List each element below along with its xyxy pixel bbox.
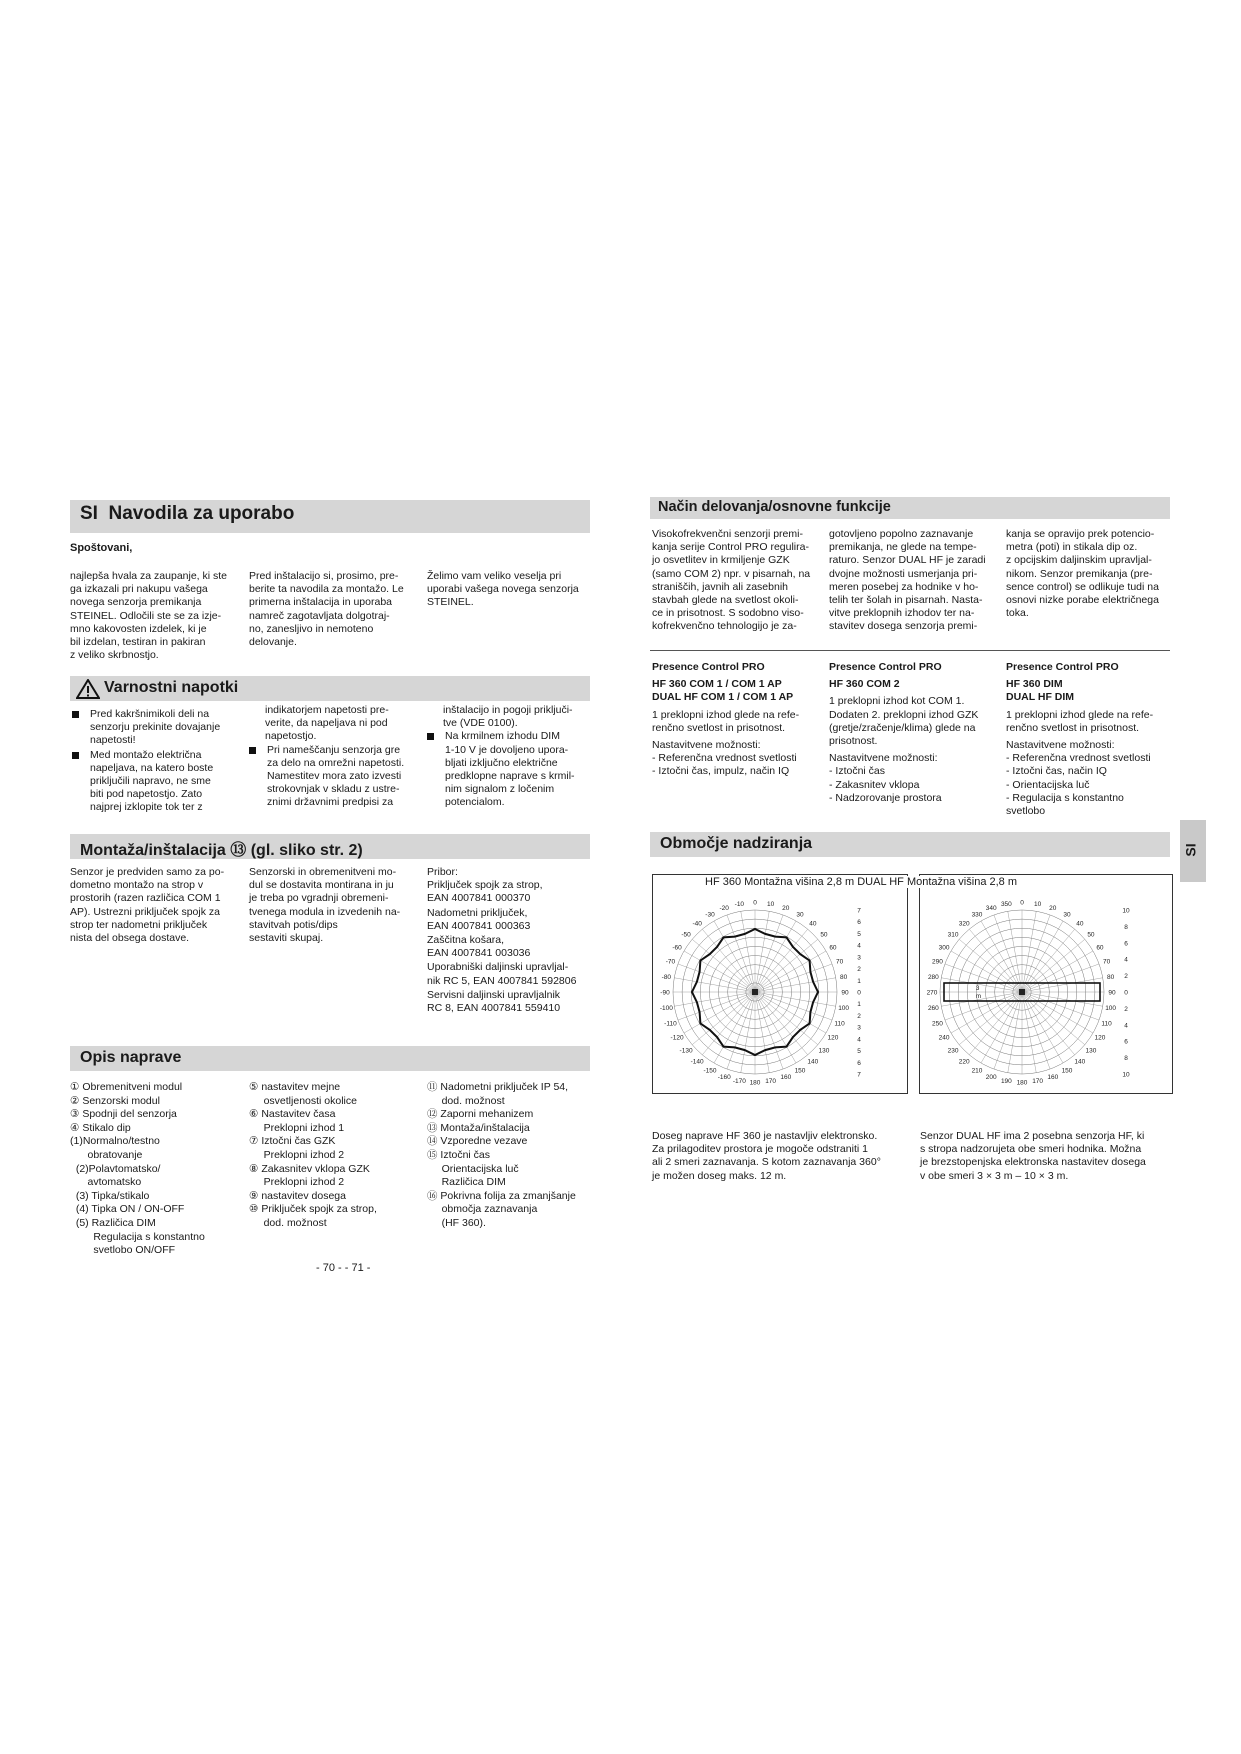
angle-label: 300 [938, 944, 950, 952]
angle-label: 180 [749, 1079, 761, 1087]
angle-label: 90 [1108, 989, 1116, 997]
angle-label: 60 [829, 944, 837, 952]
angle-label: 20 [1049, 904, 1057, 912]
device-item: ⑭ Vzporedne vezave [427, 1135, 528, 1148]
accessory-item: Nadometni priključek, EAN 4007841 000363 [427, 906, 531, 932]
device-item: ⑨ nastavitev dosega [249, 1189, 346, 1202]
scale-label: 5 [857, 930, 861, 938]
angle-label: -70 [665, 958, 676, 966]
angle-label: 260 [927, 1005, 939, 1013]
scale-label: 2 [1124, 1005, 1128, 1013]
sensor-center [752, 989, 758, 995]
warning-icon [76, 679, 100, 699]
area-text-right: Senzor DUAL HF ima 2 posebna senzorja HF, ki s stropa nadzorujeta obe smeri hodnika. Možna je brezstopenjska elektronska nastavitev dosega v obe smeri 3 × 3 m – 10 × 3 m. [920, 1130, 1146, 1182]
scale-label: 6 [1124, 1038, 1128, 1046]
angle-label: 140 [807, 1058, 819, 1066]
angle-label: 310 [947, 931, 959, 939]
mounting-title: Montaža/inštalacija ⑬ (gl. sliko str. 2) [80, 842, 363, 859]
angle-label: 100 [1105, 1005, 1117, 1013]
angle-label: 120 [1094, 1034, 1106, 1042]
angle-label: 30 [1063, 911, 1071, 919]
function-header [650, 497, 1170, 519]
angle-label: 270 [926, 989, 938, 997]
mounting-header [70, 834, 590, 859]
angle-label: 170 [1032, 1078, 1044, 1086]
device-item: avtomatsko [70, 1176, 142, 1189]
function-col-2: gotovljeno popolno zaznavanje premikanja, ne glede na tempe- raturo. Senzor DUAL HF je zaradi dvojne možnosti usmerjanja pri- meren posebej za hodnike v ho- telih ter šolah in pisarnah. Nasta- vitve preklopnih izhodov ter na- stavitev dosega senzorja premi- [829, 528, 986, 633]
angle-label: -120 [670, 1034, 684, 1042]
scale-label: 0 [857, 989, 861, 997]
accessory-item: Zaščitna košara, EAN 4007841 003036 [427, 934, 531, 960]
scale-label: 6 [857, 919, 861, 927]
device-item: ① Obremenitveni modul [70, 1081, 183, 1093]
device-item: (2)Polavtomatsko/ [70, 1162, 161, 1175]
divider [650, 650, 1170, 651]
angle-label: 160 [780, 1074, 792, 1082]
angle-label: 180 [1016, 1079, 1028, 1087]
product-card-3 [1006, 661, 1176, 818]
scale-label: 8 [1124, 923, 1128, 931]
scale-label: 10 [1122, 1071, 1130, 1079]
device-item: (5) Različica DIM [70, 1216, 156, 1229]
mounting-col-3 [427, 866, 597, 1015]
angle-label: 0 [1020, 899, 1024, 907]
device-item: Različica DIM [427, 1176, 506, 1189]
device-title: Opis naprave [80, 1049, 182, 1066]
angle-label: 220 [958, 1058, 970, 1066]
angle-label: 100 [838, 1005, 850, 1013]
safety-header [70, 676, 590, 701]
device-item: (HF 360). [427, 1216, 486, 1229]
page-number: - 70 - - 71 - [316, 1262, 371, 1274]
scale-label: 2 [857, 966, 861, 974]
scale-label: 0 [1124, 989, 1128, 997]
mounting-col-1: Senzor je predviden samo za po- dometno montažo na strop v prostorih (razen različica COM 1 AP). Ustrezni priključek spojk za strop ter nadometni priključek nista del obsega dostave. [70, 866, 225, 945]
angle-label: 280 [927, 973, 939, 981]
product-series: Presence Control PRO [829, 661, 942, 673]
angle-label: 120 [827, 1034, 839, 1042]
intro-col-1: najlepša hvala za zaupanje, ki ste ga izkazali pri nakupu vašega novega senzorja premikanja STEINEL. Odločili ste se za izje- mno kakovosten izdelek, ki je bil izdelan, testiran in pakiran z veliko skrbnostjo. [70, 570, 228, 662]
device-item: dod. možnost [427, 1094, 505, 1107]
angle-label: 80 [840, 973, 848, 981]
angle-label: 330 [971, 911, 983, 919]
angle-label: 150 [794, 1067, 806, 1075]
product-model: HF 360 COM 1 / COM 1 AP DUAL HF COM 1 / COM 1 AP [652, 678, 794, 704]
device-item: ⑪ Nadometni priključek IP 54, [427, 1081, 569, 1093]
angle-label: 130 [818, 1047, 830, 1055]
safety-item: Pri nameščanju senzorja gre za delo na omrežni napetosti. Namestitev mora zato izvesti strokovnjak v skladu z ustre- znimi državnimi predpisi za [249, 744, 429, 810]
dual-mark: 3 [976, 986, 980, 992]
safety-col-1 [72, 708, 242, 816]
angle-label: -130 [679, 1047, 693, 1055]
area-header [650, 832, 1170, 857]
angle-label: 240 [938, 1034, 950, 1042]
angle-label: -140 [690, 1058, 704, 1066]
device-item: ⑥ Nastavitev časa [249, 1108, 336, 1121]
scale-label: 10 [1122, 907, 1130, 915]
angle-label: 90 [841, 989, 849, 997]
angle-label: -160 [717, 1074, 731, 1082]
angle-label: -100 [659, 1005, 673, 1013]
angle-label: -50 [681, 931, 691, 939]
safety-col2-intro: indikatorjem napetosti pre- verite, da napeljava ni pod napetostjo. [265, 704, 389, 743]
angle-label: 340 [985, 904, 997, 912]
product-desc: 1 preklopni izhod glede na refe- renčno svetlost in prisotnost. [652, 708, 800, 734]
device-item: ⑯ Pokrivna folija za zmanjšanje [427, 1189, 576, 1202]
device-item: svetlobo ON/OFF [70, 1244, 176, 1257]
accessory-item: Priključek spojk za strop, EAN 4007841 000370 [427, 879, 543, 905]
angle-label: -40 [692, 920, 702, 928]
angle-label: -90 [660, 989, 670, 997]
device-item: osvetljenosti okolice [249, 1094, 357, 1107]
function-title: Način delovanja/osnovne funkcije [658, 499, 891, 515]
intro-col-3: Želimo vam veliko veselja pri uporabi vašega novega senzorja STEINEL. [427, 570, 579, 609]
diagram-caption: HF 360 Montažna višina 2,8 m DUAL HF Montažna višina 2,8 m [705, 876, 1018, 888]
angle-label: -80 [661, 973, 672, 981]
header-bar [70, 500, 590, 533]
function-col-3: kanja se opravijo prek potencio- metra (poti) in stikala dip oz. z opcijskim daljinskim upravljal- nikom. Senzor premikanja (pre- sence control) se odlikuje tudi na osnovi nizke porabe električnega toka. [1006, 528, 1159, 620]
device-item: obratovanje [70, 1148, 143, 1161]
angle-label: 10 [767, 900, 775, 908]
angle-label: 110 [834, 1020, 845, 1028]
scale-label: 7 [857, 907, 861, 915]
device-item: ④ Stikalo dip [70, 1121, 131, 1134]
product-series: Presence Control PRO [1006, 661, 1119, 673]
device-item: območja zaznavanja [427, 1203, 538, 1216]
scale-label: 6 [1124, 940, 1128, 948]
dual-mark: m [976, 994, 981, 1000]
product-model: HF 360 COM 2 [829, 678, 900, 691]
angle-label: -10 [734, 900, 745, 908]
accessories-label: Pribor: [427, 866, 458, 878]
product-card-1 [652, 661, 822, 779]
angle-label: -170 [732, 1078, 746, 1086]
scale-label: 4 [1124, 956, 1128, 964]
function-col-1: Visokofrekvenčni senzorji premi- kanja serije Control PRO regulira- jo osvetlitev in krmiljenje GZK (samo COM 2) npr. v pisarnah, na straniščih, javnih ali zasebnih stavbah glede na svetlost okoli- ce in prisotnost. S sodobno viso- kofrekvenčno tehnologijo je za- [652, 528, 811, 633]
safety-item: Med montažo električna napeljava, na katero boste priključili napravo, ne sme biti pod napetostjo. Zato najprej izklopite tok ter z [72, 749, 242, 815]
product-options: Nastavitvene možnosti: - Referenčna vrednost svetlosti - Iztočni čas, impulz, način IQ [652, 739, 797, 778]
angle-label: 170 [765, 1078, 777, 1086]
device-item: Preklopni izhod 2 [249, 1176, 345, 1189]
device-item: (1)Normalno/testno [70, 1135, 160, 1148]
angle-label: 60 [1096, 944, 1104, 952]
polar-diagram-hf360 [652, 874, 906, 1092]
angle-label: 80 [1107, 973, 1115, 981]
angle-label: 230 [947, 1047, 959, 1055]
scale-label: 4 [1124, 1022, 1128, 1030]
safety-col-3 [427, 704, 597, 811]
accessory-item: Servisni daljinski upravljalnik RC 8, EAN 4007841 559410 [427, 988, 561, 1015]
scale-label: 7 [857, 1071, 861, 1079]
device-item: Preklopni izhod 2 [249, 1148, 345, 1161]
scale-label: 6 [857, 1059, 861, 1067]
device-item: ③ Spodnji del senzorja [70, 1108, 177, 1121]
device-header [70, 1046, 590, 1071]
angle-label: 140 [1074, 1058, 1086, 1066]
product-model: HF 360 DIM DUAL HF DIM [1006, 678, 1075, 704]
scale-label: 4 [857, 942, 861, 950]
angle-label: 250 [931, 1020, 943, 1028]
scale-label: 8 [1124, 1055, 1128, 1063]
scale-label: 3 [857, 954, 861, 962]
angle-label: 130 [1085, 1047, 1097, 1055]
device-item: ② Senzorski modul [70, 1094, 160, 1107]
accessory-item: Uporabniški daljinski upravljal- nik RC 5, EAN 4007841 592806 [427, 961, 577, 987]
angle-label: 30 [796, 911, 804, 919]
angle-label: 50 [1087, 931, 1095, 939]
product-desc: 1 preklopni izhod glede na refe- renčno svetlost in prisotnost. [1006, 708, 1154, 734]
device-item: (4) Tipka ON / ON-OFF [70, 1203, 185, 1216]
product-options: Nastavitvene možnosti: - Iztočni čas - Zakasnitev vklopa - Nadzorovanje prostora [829, 752, 942, 804]
device-item: Orientacijska luč [427, 1162, 519, 1175]
device-item: ⑫ Zaporni mehanizem [427, 1108, 534, 1121]
angle-label: -20 [719, 904, 729, 912]
angle-label: 10 [1034, 900, 1042, 908]
angle-label: 160 [1047, 1074, 1059, 1082]
angle-label: 20 [782, 904, 790, 912]
angle-label: -60 [672, 944, 682, 952]
product-options: Nastavitvene možnosti: - Referenčna vrednost svetlosti - Iztočni čas, način IQ - Orientacijska luč - Regulacija s konstantno svetlobo [1006, 739, 1151, 818]
product-desc: 1 preklopni izhod kot COM 1. Dodaten 2. preklopni izhod GZK (gretje/zračenje/klima) glede na prisotnost. [829, 695, 979, 748]
sensor-center [1019, 989, 1025, 995]
device-item: Regulacija s konstantno [70, 1230, 205, 1243]
angle-label: 210 [971, 1067, 983, 1075]
area-text-left: Doseg naprave HF 360 je nastavljiv elektronsko. Za prilagoditev prostora je mogoče odstraniti 1 ali 2 smeri zaznavanja. S kotom zaznavanja 360° je možen doseg maks. 12 m. [652, 1130, 881, 1182]
product-card-2 [829, 661, 999, 805]
safety-item: Pred kakršnimikoli deli na senzorju prekinite dovajanje napetosti! [72, 708, 242, 748]
scale-label: 5 [857, 1048, 861, 1056]
device-list-col-1 [70, 1081, 245, 1258]
angle-label: 70 [835, 958, 844, 966]
angle-label: 70 [1102, 958, 1111, 966]
device-list-col-3 [427, 1081, 602, 1231]
device-item: ⑮ Iztočni čas [427, 1148, 491, 1161]
safety-title: Varnostni napotki [104, 679, 239, 696]
device-item: Preklopni izhod 1 [249, 1121, 345, 1134]
safety-col3-intro: inštalacijo in pogoji priključi- tve (VDE 0100). [443, 704, 573, 730]
device-item: dod. možnost [249, 1216, 327, 1229]
scale-label: 3 [857, 1024, 861, 1032]
device-item: ⑬ Montaža/inštalacija [427, 1121, 530, 1134]
page-title: SI Navodila za uporabo [80, 503, 295, 524]
scale-label: 2 [857, 1012, 861, 1020]
angle-label: 350 [1000, 900, 1012, 908]
angle-label: 290 [931, 958, 943, 966]
scale-label: 1 [857, 1001, 861, 1009]
angle-label: 50 [820, 931, 828, 939]
greeting: Spoštovani, [70, 542, 133, 554]
device-item: ⑧ Zakasnitev vklopa GZK [249, 1162, 370, 1175]
angle-label: 320 [958, 920, 970, 928]
angle-label: 190 [1000, 1078, 1012, 1086]
language-tab [1180, 820, 1206, 882]
safety-col-2 [249, 704, 429, 811]
angle-label: -110 [664, 1020, 677, 1028]
device-item: (3) Tipka/stikalo [70, 1189, 150, 1202]
angle-label: 40 [809, 920, 817, 928]
device-item: ⑩ Priključek spojk za strop, [249, 1203, 377, 1216]
device-list-col-2 [249, 1081, 424, 1231]
scale-label: 4 [857, 1036, 861, 1044]
angle-label: -30 [705, 911, 715, 919]
language-tab-label: SI [1182, 843, 1199, 857]
angle-label: -150 [703, 1067, 717, 1075]
mounting-col-2: Senzorski in obremenitveni mo- dul se dostavita montirana in ju je treba po vgradnji obremeni- tvenega modula in izvedenih na- stavitvah potis/dips sestaviti skupaj. [249, 866, 401, 945]
intro-col-2: Pred inštalacijo si, prosimo, pre- berite ta navodila za montažo. Le primerna inštalacija in uporaba namreč zagotavljata dolgotraj- no, zanesljivo in nemoteno delovanje. [249, 570, 404, 649]
safety-item: Na krmilnem izhodu DIM 1-10 V je dovoljeno upora- bljati izključno električne predklopne naprave s krmil- nim signalom z ločenim potencialom. [427, 730, 597, 809]
polar-diagram-dual-hf [919, 874, 1171, 1092]
device-item: ⑦ Iztočni čas GZK [249, 1135, 336, 1148]
device-item: ⑤ nastavitev mejne [249, 1081, 341, 1093]
angle-label: 0 [753, 899, 757, 907]
scale-label: 2 [1124, 973, 1128, 981]
angle-label: 110 [1101, 1020, 1112, 1028]
angle-label: 150 [1061, 1067, 1073, 1075]
scale-label: 1 [857, 977, 861, 985]
angle-label: 40 [1076, 920, 1084, 928]
product-series: Presence Control PRO [652, 661, 765, 673]
area-title: Območje nadziranja [660, 835, 813, 852]
angle-label: 200 [985, 1074, 997, 1082]
